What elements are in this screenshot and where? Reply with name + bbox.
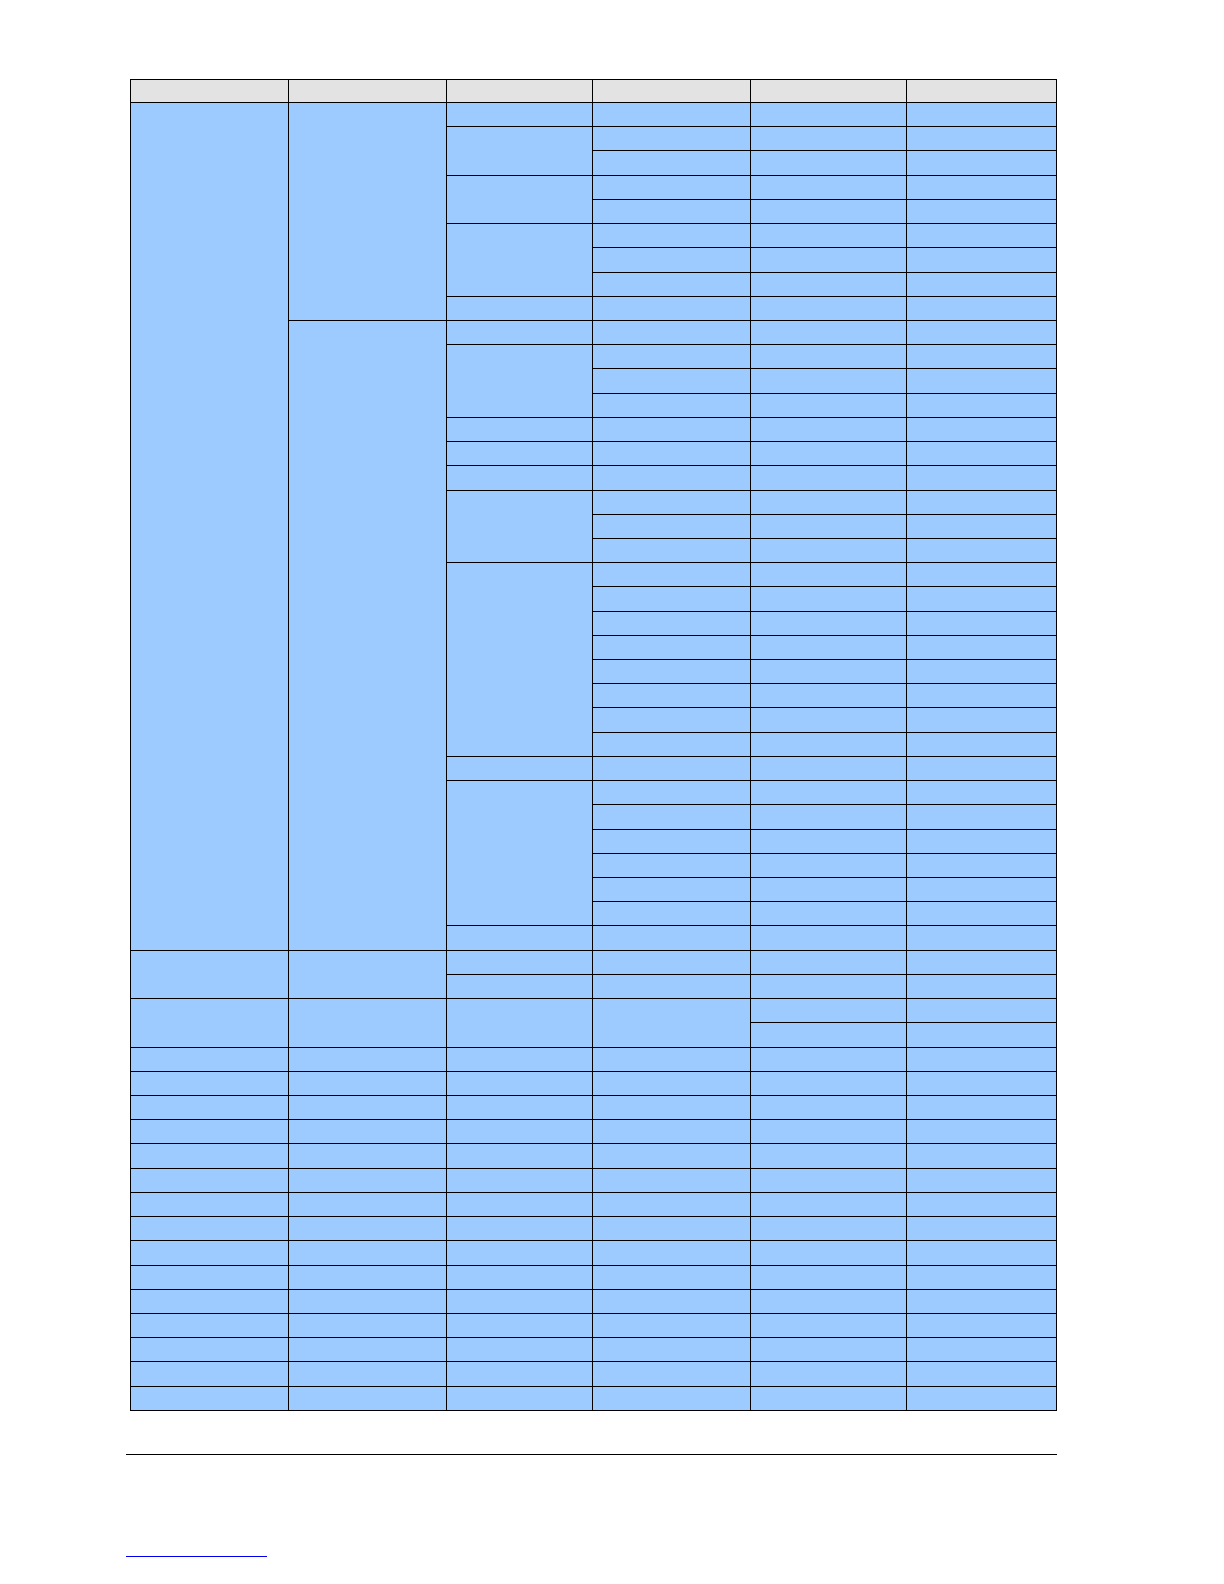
table-cell	[593, 1386, 751, 1410]
table-cell	[751, 660, 907, 684]
table-cell	[447, 175, 593, 223]
column-header	[131, 80, 289, 103]
table-cell	[907, 224, 1057, 248]
table-cell	[593, 175, 751, 199]
table-cell	[289, 999, 447, 1047]
table-row	[131, 1192, 1057, 1216]
table-cell	[751, 393, 907, 417]
table-cell	[907, 442, 1057, 466]
table-cell	[907, 853, 1057, 877]
table-row	[131, 1071, 1057, 1095]
table-cell	[131, 1192, 289, 1216]
table-cell	[131, 1047, 289, 1071]
table-cell	[907, 466, 1057, 490]
table-cell	[289, 1071, 447, 1095]
table-cell	[907, 902, 1057, 926]
table-cell	[907, 417, 1057, 441]
table-cell	[751, 417, 907, 441]
table-cell	[907, 1265, 1057, 1289]
table-cell	[447, 1192, 593, 1216]
column-header	[907, 80, 1057, 103]
table-row	[131, 1217, 1057, 1241]
column-header	[447, 80, 593, 103]
table-cell	[447, 950, 593, 974]
table-cell	[751, 781, 907, 805]
table-row	[131, 1144, 1057, 1168]
table-cell	[593, 781, 751, 805]
table-cell	[907, 103, 1057, 127]
table-row	[131, 1241, 1057, 1265]
table-cell	[907, 1120, 1057, 1144]
table-cell	[593, 369, 751, 393]
table-cell	[751, 635, 907, 659]
table-cell	[907, 974, 1057, 998]
table-cell	[907, 151, 1057, 175]
table-cell	[907, 756, 1057, 780]
table-cell	[447, 490, 593, 563]
table-cell	[593, 902, 751, 926]
table-cell	[447, 224, 593, 297]
data-table	[130, 79, 1057, 1411]
table-body	[131, 103, 1057, 1411]
table-cell	[593, 1120, 751, 1144]
table-cell	[907, 635, 1057, 659]
table-cell	[447, 1289, 593, 1313]
table-cell	[289, 1144, 447, 1168]
table-cell	[593, 684, 751, 708]
table-cell	[593, 1144, 751, 1168]
table-cell	[907, 829, 1057, 853]
table-cell	[751, 587, 907, 611]
table-cell	[447, 974, 593, 998]
table-cell	[907, 732, 1057, 756]
table-cell	[593, 756, 751, 780]
table-cell	[751, 805, 907, 829]
table-cell	[751, 345, 907, 369]
column-header	[593, 80, 751, 103]
table-row	[131, 950, 1057, 974]
table-row	[131, 1265, 1057, 1289]
table-cell	[907, 1386, 1057, 1410]
table-cell	[593, 1192, 751, 1216]
table-cell	[289, 1265, 447, 1289]
table-cell	[751, 514, 907, 538]
table-cell	[131, 1120, 289, 1144]
table-cell	[907, 926, 1057, 950]
table-cell	[751, 999, 907, 1023]
table-cell	[593, 151, 751, 175]
table-row	[131, 103, 1057, 127]
table-cell	[751, 272, 907, 296]
table-cell	[593, 1095, 751, 1119]
table-cell	[907, 248, 1057, 272]
table-cell	[131, 999, 289, 1047]
table-cell	[593, 950, 751, 974]
table-cell	[447, 1144, 593, 1168]
table-cell	[289, 1217, 447, 1241]
table-cell	[751, 1265, 907, 1289]
table-cell	[751, 466, 907, 490]
table-cell	[593, 248, 751, 272]
footer-divider	[126, 1454, 1057, 1455]
table-cell	[593, 1313, 751, 1337]
table-cell	[751, 926, 907, 950]
table-row	[131, 1362, 1057, 1386]
table-cell	[593, 417, 751, 441]
table-cell	[289, 1386, 447, 1410]
table-cell	[289, 1168, 447, 1192]
table-cell	[447, 320, 593, 344]
table-cell	[751, 1071, 907, 1095]
table-cell	[447, 417, 593, 441]
table-cell	[289, 1362, 447, 1386]
table-cell	[751, 902, 907, 926]
table-cell	[593, 1047, 751, 1071]
table-cell	[289, 1338, 447, 1362]
table-cell	[751, 199, 907, 223]
table-cell	[751, 1144, 907, 1168]
table-cell	[289, 320, 447, 950]
table-cell	[593, 829, 751, 853]
table-cell	[907, 1313, 1057, 1337]
table-cell	[751, 1338, 907, 1362]
table-header-row	[131, 80, 1057, 103]
table-cell	[447, 1338, 593, 1362]
table-cell	[751, 1217, 907, 1241]
table-cell	[907, 1023, 1057, 1047]
table-cell	[751, 103, 907, 127]
table-cell	[907, 587, 1057, 611]
table-cell	[907, 1289, 1057, 1313]
table-cell	[907, 999, 1057, 1023]
table-cell	[907, 1144, 1057, 1168]
table-cell	[751, 490, 907, 514]
table-cell	[751, 950, 907, 974]
table-cell	[593, 1338, 751, 1362]
table-cell	[131, 1338, 289, 1362]
table-cell	[751, 175, 907, 199]
table-cell	[593, 805, 751, 829]
table-cell	[447, 345, 593, 418]
table-cell	[447, 466, 593, 490]
table-row	[131, 1313, 1057, 1337]
table-row	[131, 1095, 1057, 1119]
table-row	[131, 1386, 1057, 1410]
table-cell	[131, 103, 289, 951]
table-cell	[447, 1313, 593, 1337]
table-cell	[447, 127, 593, 175]
table-cell	[907, 175, 1057, 199]
table-cell	[751, 732, 907, 756]
table-cell	[447, 1120, 593, 1144]
table-row	[131, 1168, 1057, 1192]
table-cell	[751, 1023, 907, 1047]
table-cell	[131, 950, 289, 998]
table-cell	[593, 272, 751, 296]
table-cell	[131, 1265, 289, 1289]
table-cell	[593, 563, 751, 587]
column-header	[751, 80, 907, 103]
table-cell	[751, 1313, 907, 1337]
table-row	[131, 1120, 1057, 1144]
table-cell	[593, 878, 751, 902]
table-cell	[593, 660, 751, 684]
table-cell	[447, 781, 593, 926]
table-cell	[751, 1095, 907, 1119]
table-cell	[907, 1047, 1057, 1071]
table-cell	[447, 103, 593, 127]
table-cell	[447, 442, 593, 466]
table-cell	[751, 563, 907, 587]
table-cell	[751, 1241, 907, 1265]
table-cell	[907, 393, 1057, 417]
table-cell	[131, 1071, 289, 1095]
table-cell	[751, 320, 907, 344]
column-header	[289, 80, 447, 103]
table-cell	[131, 1241, 289, 1265]
table-cell	[593, 611, 751, 635]
table-cell	[593, 635, 751, 659]
table-cell	[131, 1095, 289, 1119]
table-cell	[593, 296, 751, 320]
table-cell	[447, 926, 593, 950]
table-cell	[593, 466, 751, 490]
table-row	[131, 1338, 1057, 1362]
table-cell	[593, 999, 751, 1047]
table-cell	[447, 1217, 593, 1241]
table-cell	[751, 224, 907, 248]
table-cell	[593, 1217, 751, 1241]
table-cell	[907, 781, 1057, 805]
table-cell	[289, 1241, 447, 1265]
table-cell	[907, 805, 1057, 829]
table-cell	[907, 369, 1057, 393]
table-cell	[593, 1241, 751, 1265]
table-cell	[447, 756, 593, 780]
table-cell	[447, 1362, 593, 1386]
table-cell	[907, 272, 1057, 296]
table-cell	[593, 1362, 751, 1386]
table-cell	[447, 1386, 593, 1410]
table-cell	[289, 1095, 447, 1119]
table-cell	[593, 224, 751, 248]
table-cell	[593, 199, 751, 223]
table-cell	[593, 393, 751, 417]
table-cell	[907, 1168, 1057, 1192]
table-cell	[447, 1241, 593, 1265]
table-cell	[447, 1265, 593, 1289]
table-cell	[751, 538, 907, 562]
table-cell	[751, 369, 907, 393]
table-cell	[447, 1071, 593, 1095]
table-cell	[289, 1289, 447, 1313]
table-row	[131, 1289, 1057, 1313]
table-cell	[907, 1241, 1057, 1265]
table-cell	[751, 684, 907, 708]
table-cell	[593, 103, 751, 127]
table-cell	[907, 1362, 1057, 1386]
table-row	[131, 999, 1057, 1023]
table-cell	[593, 1168, 751, 1192]
table-cell	[751, 248, 907, 272]
table-cell	[751, 829, 907, 853]
table-cell	[907, 708, 1057, 732]
table-cell	[907, 345, 1057, 369]
table-cell	[131, 1313, 289, 1337]
table-cell	[447, 1095, 593, 1119]
table-cell	[751, 127, 907, 151]
table-cell	[907, 1338, 1057, 1362]
table-cell	[907, 199, 1057, 223]
table-cell	[751, 853, 907, 877]
table-cell	[751, 878, 907, 902]
table-cell	[593, 708, 751, 732]
table-cell	[131, 1386, 289, 1410]
table-cell	[289, 1047, 447, 1071]
table-cell	[447, 1047, 593, 1071]
table-cell	[131, 1168, 289, 1192]
table-cell	[447, 296, 593, 320]
table-cell	[593, 1289, 751, 1313]
table-cell	[593, 127, 751, 151]
table-cell	[907, 127, 1057, 151]
table-cell	[289, 1313, 447, 1337]
table-cell	[593, 853, 751, 877]
table-cell	[447, 563, 593, 757]
table-cell	[751, 1192, 907, 1216]
table-cell	[447, 999, 593, 1047]
table-cell	[289, 1120, 447, 1144]
table-cell	[907, 684, 1057, 708]
table-cell	[907, 660, 1057, 684]
table-cell	[751, 1120, 907, 1144]
table-cell	[907, 1095, 1057, 1119]
table-cell	[751, 1047, 907, 1071]
table-cell	[751, 611, 907, 635]
table-cell	[593, 974, 751, 998]
table-cell	[593, 1265, 751, 1289]
table-cell	[907, 1192, 1057, 1216]
table-cell	[593, 926, 751, 950]
footer-link[interactable]	[126, 1556, 267, 1557]
table-cell	[131, 1289, 289, 1313]
table-cell	[907, 1217, 1057, 1241]
table-cell	[907, 878, 1057, 902]
table-cell	[751, 974, 907, 998]
table-cell	[593, 1071, 751, 1095]
table-cell	[289, 103, 447, 321]
table-cell	[593, 732, 751, 756]
table-cell	[289, 1192, 447, 1216]
table-cell	[289, 950, 447, 998]
table-cell	[907, 1071, 1057, 1095]
table-cell	[593, 587, 751, 611]
table-cell	[907, 563, 1057, 587]
table-cell	[751, 442, 907, 466]
table-row	[131, 1047, 1057, 1071]
table-cell	[907, 320, 1057, 344]
table-cell	[131, 1144, 289, 1168]
table-cell	[593, 345, 751, 369]
table-cell	[593, 514, 751, 538]
table-cell	[751, 296, 907, 320]
table-cell	[447, 1168, 593, 1192]
table-cell	[907, 514, 1057, 538]
table-cell	[593, 320, 751, 344]
table-cell	[593, 490, 751, 514]
table-cell	[907, 950, 1057, 974]
table-cell	[751, 1289, 907, 1313]
table-cell	[593, 442, 751, 466]
table-cell	[907, 490, 1057, 514]
table-cell	[751, 1386, 907, 1410]
table-cell	[751, 1168, 907, 1192]
table-cell	[131, 1217, 289, 1241]
table-cell	[751, 151, 907, 175]
table-cell	[907, 611, 1057, 635]
table-cell	[907, 296, 1057, 320]
table-cell	[751, 708, 907, 732]
table-cell	[907, 538, 1057, 562]
table-cell	[751, 756, 907, 780]
table-cell	[593, 538, 751, 562]
table-cell	[751, 1362, 907, 1386]
table-cell	[131, 1362, 289, 1386]
